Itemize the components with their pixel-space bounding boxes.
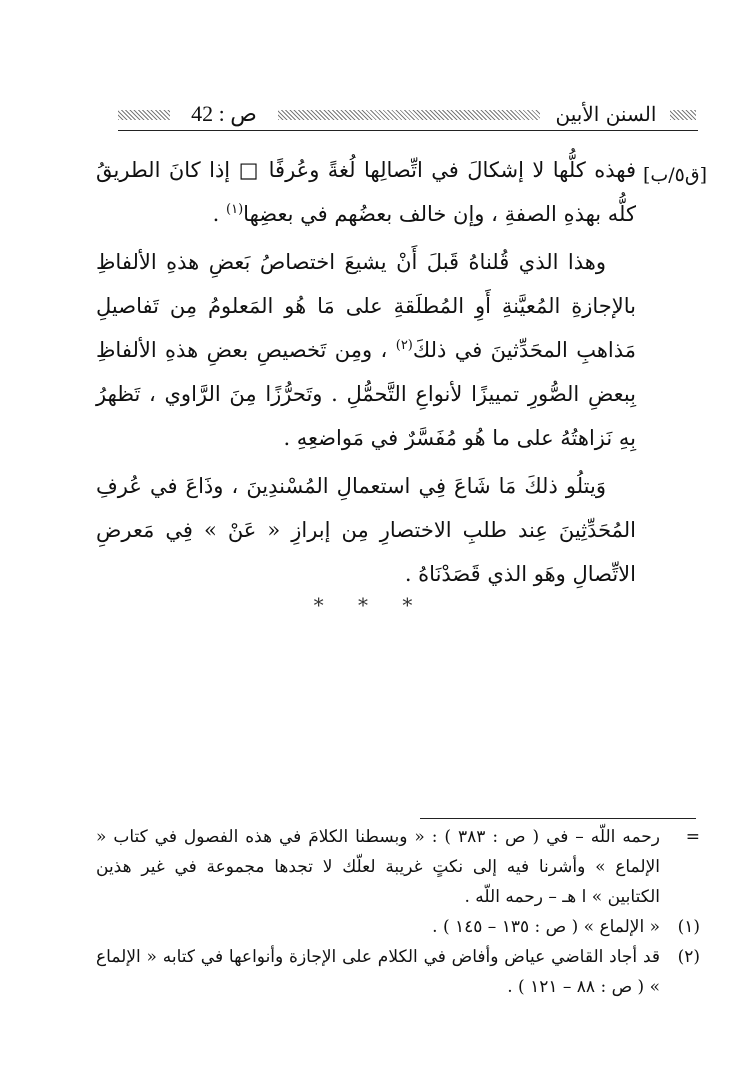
manuscript-folio-note: [ق٥/ب] <box>642 164 708 186</box>
footnote-text: قد أجاد القاضي عياض وأفاض في الكلام على الإجازة وأنواعها في كتابه « الإلماع » ( ص : ٨٨ – ١٢١ ) . <box>96 947 660 997</box>
footnote-2 <box>96 942 700 1002</box>
footnote-mark: (٢) <box>677 947 700 967</box>
paragraph-1 <box>96 148 636 236</box>
footnote-ref-1[interactable]: (١) <box>226 202 244 217</box>
footnote-1 <box>96 912 700 942</box>
header-ornament-right <box>670 110 696 120</box>
section-separator: * * * <box>313 593 427 617</box>
paragraph-1-end: . <box>212 202 227 226</box>
main-text <box>96 148 636 588</box>
paragraph-1-text: فهذه كلُّها لا إشكالَ في اتِّصالِها لُغةً وعُرفًا □ إذا كانَ الطريقُ كلُّه بهذهِ الصفةِ ، وإن خالف بعضُهم في بعضِها <box>96 158 636 226</box>
footnotes <box>96 822 700 1022</box>
footnote-mark: = <box>685 827 700 847</box>
footnote-text: « الإلماع » ( ص : ١٣٥ – ١٤٥ ) . <box>432 917 660 937</box>
paragraph-2-text: وهذا الذي قُلناهُ قَبلَ أَنْ يشيعَ اختصاصُ بَعضِ هذهِ الألفاظِ بالإجازةِ المُعيَّنةِ أَوِ المُطلَقةِ على مَا هُو المَعلومُ مِن تَفاصيلِ مَذاهبِ المحَدِّثينَ في ذلكَ <box>96 250 637 362</box>
page-number: ص : 42 <box>191 101 257 126</box>
footnote-ref-2[interactable]: (٢) <box>395 338 413 353</box>
footnote-mark: (١) <box>677 917 700 937</box>
page-header <box>118 100 698 134</box>
paragraph-3-text: وَيتلُو ذلكَ مَا شَاعَ فِي استعمالِ المُسْندِينَ ، وذَاعَ في عُرفِ المُحَدِّثِينَ عِند طلبِ الاختصارِ مِن إبرازِ « عَنْ » فِي مَعرضِ الاتِّصالِ وهَو الذي قَصَدْنَاهُ . <box>96 474 636 586</box>
header-ornament-left <box>118 110 170 120</box>
footnote-text: رحمه اللّه – في ( ص : ٣٨٣ ) : « وبسطنا الكلامَ في هذه الفصول في كتاب « الإلماع » وأشرنا فيه إلى نكتٍ غريبة لعلّك لا تجدها مجموعة في غير هذين الكتابين » ا هـ – رحمه اللّه . <box>96 827 660 907</box>
footnote-rule <box>420 818 696 819</box>
running-title: السنن الأبين <box>555 102 657 126</box>
header-rule <box>118 130 698 131</box>
paragraph-2-end: ، ومِن تَخصيصِ بعضِ هذهِ الألفاظِ بِبعضِ الصُّورِ تمييزًا لأنواعِ التَّحمُّلِ . وتَحرُّزًا مِنَ الرَّاوي ، تَظهرُ بِهِ نَزاهتُهُ على ما هُو مُفَسَّرٌ في مَواضعِهِ . <box>96 338 636 450</box>
footnote-continuation <box>96 822 700 912</box>
header-ornament-middle <box>278 110 540 120</box>
paragraph-2 <box>96 240 636 460</box>
paragraph-3 <box>96 464 636 596</box>
